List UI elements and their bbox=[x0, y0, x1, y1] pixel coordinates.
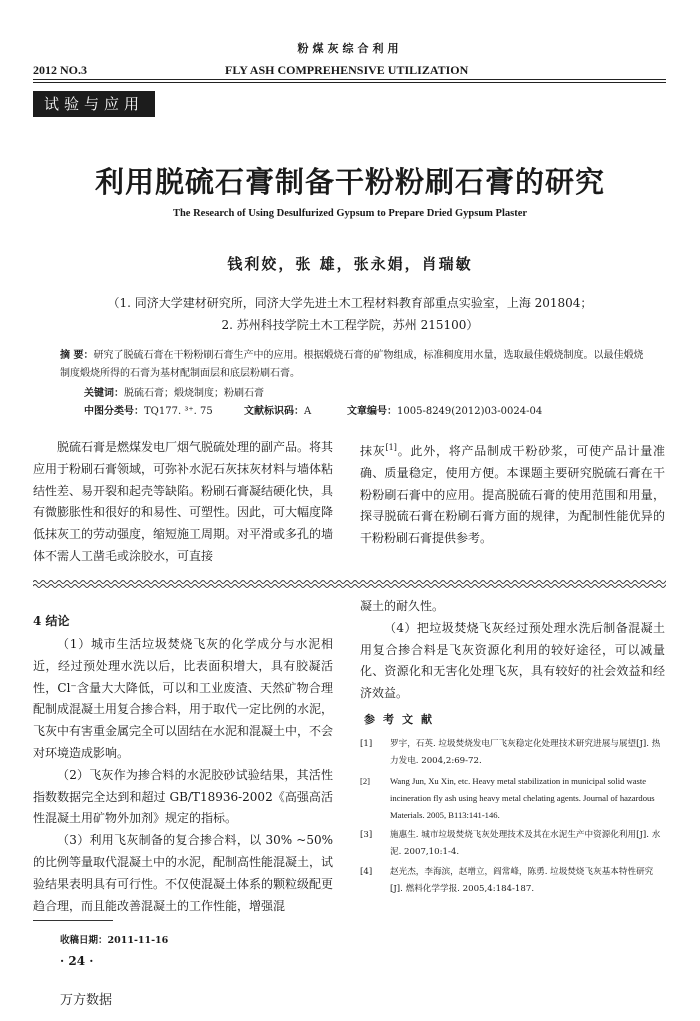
abstract-text: 研究了脱硫石膏在干粉粉刷石膏生产中的应用。根据煅烧石膏的矿物组成，标准稠度用水量，选取最佳煅烧制度。以最佳煅烧制度煅烧所得的石膏为基材配制面层和底层粉刷石膏。 bbox=[60, 350, 644, 379]
conclusion-para-3: （3）利用飞灰制备的复合掺合料，以 30% ~50% 的比例等量取代混凝土中的水泥，配制高性能混凝土，试验结果表明具有可行性。不仅使混凝土体系的颗粒级配更趋合理，而且能改善混凝土的工作性能，增强混 bbox=[33, 833, 334, 913]
affiliation-2: 2. 苏州科技学院土木工程学院，苏州 215100） bbox=[221, 318, 479, 332]
affiliation-1: （1. 同济大学建材研究所，同济大学先进土木工程材料教育部重点实验室，上海 201804； bbox=[107, 296, 593, 310]
issue-number: 2012 NO.3 bbox=[33, 63, 87, 77]
section-heading-conclusion: 4 结论 bbox=[33, 614, 70, 628]
conclusion-para-3-cont: 凝土的耐久性。 bbox=[360, 599, 445, 613]
citation-1: [1] bbox=[385, 443, 397, 452]
conclusion-para-1: （1）城市生活垃圾焚烧飞灰的化学成分与水泥相近，经过预处理水洗以后，比表面积增大，具有胶凝活性，Cl⁻含量大大降低，可以和工业废渣、天然矿物合理配制成混凝土用复合掺合料，用于取代一定比例的水泥，飞灰中有害重金属完全可以固结在水泥和混凝土中，不会对环境造成影响。 bbox=[33, 637, 334, 760]
document-code bbox=[244, 402, 311, 417]
doc-code-text: A bbox=[304, 406, 312, 417]
intro-right-column bbox=[360, 437, 665, 550]
conclusion-right-column bbox=[360, 596, 665, 705]
conclusion-left-column bbox=[33, 634, 333, 917]
keywords-text: 脱硫石膏；煅烧制度；粉刷石膏 bbox=[124, 388, 264, 399]
classification-number bbox=[84, 402, 213, 417]
received-date: 收稿日期：2011-11-16 bbox=[60, 935, 169, 946]
classification-text: TQ177. ³⁺. 75 bbox=[144, 406, 213, 417]
authors: 钱利姣，张 雄，张永娟，肖瑞敏 bbox=[227, 255, 473, 273]
conclusion-para-4: （4）把垃圾焚烧飞灰经过预处理水洗后制备混凝土用复合掺合料是飞灰资源化利用的较好途径，可以减量化、资源化和无害化处理飞灰，具有较好的社会效益和经济效益。 bbox=[360, 620, 665, 701]
header-rule-thin bbox=[33, 82, 666, 83]
intro-left-column: 脱硫石膏是燃煤发电厂烟气脱硫处理的副产品。将其应用于粉刷石膏领域，可弥补水泥石灰抹灰材料与墙体粘结性差、易开裂和起壳等缺陷。粉刷石膏凝结硬化快，具有微膨胀性和很好的和易性、可塑性。因此，可大幅度降低抹灰工的劳动强度，缩短施工周期。对平滑或多孔的墙体不需人工凿毛或涂胶水，可直接 bbox=[33, 440, 334, 563]
reference-item: [3] 施惠生. 城市垃圾焚烧飞灰处理技术及其在水泥生产中资源化利用[J]. 水泥. 2007,10:1-4. bbox=[360, 830, 661, 857]
reference-item: [1] 罗宇，石英. 垃圾焚烧发电厂飞灰稳定化处理技术研究进展与展望[J]. 热力发电. 2004,2:69-72. bbox=[360, 739, 661, 766]
journal-title-cn: 粉煤灰综合利用 bbox=[297, 42, 403, 55]
article-title: 利用脱硫石膏制备干粉粉刷石膏的研究 bbox=[94, 165, 605, 199]
doc-code-label: 文献标识码： bbox=[244, 406, 304, 417]
article-no-label: 文章编号： bbox=[347, 406, 397, 417]
conclusion-para-2: （2）飞灰作为掺合料的水泥胶砂试验结果，其活性指数数据完全达到和超过 GB/T18936-2002《高强高活性混凝土用矿物外加剂》规定的指标。 bbox=[33, 767, 333, 826]
intro-right-text: 。此外，将产品制成干粉砂浆，可使产品计量准确、质量稳定，使用方便。本课题主要研究脱硫石膏在干粉粉刷石膏中的应用。提高脱硫石膏的使用范围和用量，探寻脱硫石膏在粉刷石膏方面的规律，为配制性能优异的干粉粉刷石膏提供参考。 bbox=[360, 444, 665, 546]
article-no-text: 1005-8249(2012)03-0024-04 bbox=[397, 406, 543, 417]
keywords bbox=[84, 384, 264, 399]
watermark-text: 万方数据 bbox=[60, 993, 113, 1008]
references-heading: 参考文献 bbox=[364, 713, 440, 726]
abstract-label: 摘 要： bbox=[60, 350, 94, 361]
keywords-label: 关键词： bbox=[84, 388, 124, 399]
reference-item: [4] 赵光杰，李海滨，赵增立，阎常峰，陈勇. 垃圾焚烧飞灰基本特性研究[J]. 燃料化学学报. 2005,4:184-187. bbox=[360, 867, 654, 894]
classification-label: 中图分类号： bbox=[84, 406, 144, 417]
article-number bbox=[347, 402, 542, 417]
footnote-rule bbox=[33, 920, 113, 921]
reference-item: [2] Wang Jun, Xu Xin, etc. Heavy metal stabilization in municipal solid waste incineration fly ash using heavy metal chelating agents. Journal of hazardous Materials. 2005, B113:141-146. bbox=[360, 776, 655, 820]
wavy-divider bbox=[33, 578, 666, 590]
journal-title-en: FLY ASH COMPREHENSIVE UTILIZATION bbox=[225, 63, 469, 77]
section-tag: 试验与应用 bbox=[33, 91, 155, 117]
abstract bbox=[60, 347, 650, 383]
header-rule-thick bbox=[33, 79, 666, 80]
article-title-en: The Research of Using Desulfurized Gypsum to Prepare Dried Gypsum Plaster bbox=[172, 208, 528, 219]
page-number: · 24 · bbox=[60, 954, 94, 968]
references-list bbox=[360, 736, 665, 901]
intro-right-start: 抹灰 bbox=[360, 444, 386, 458]
